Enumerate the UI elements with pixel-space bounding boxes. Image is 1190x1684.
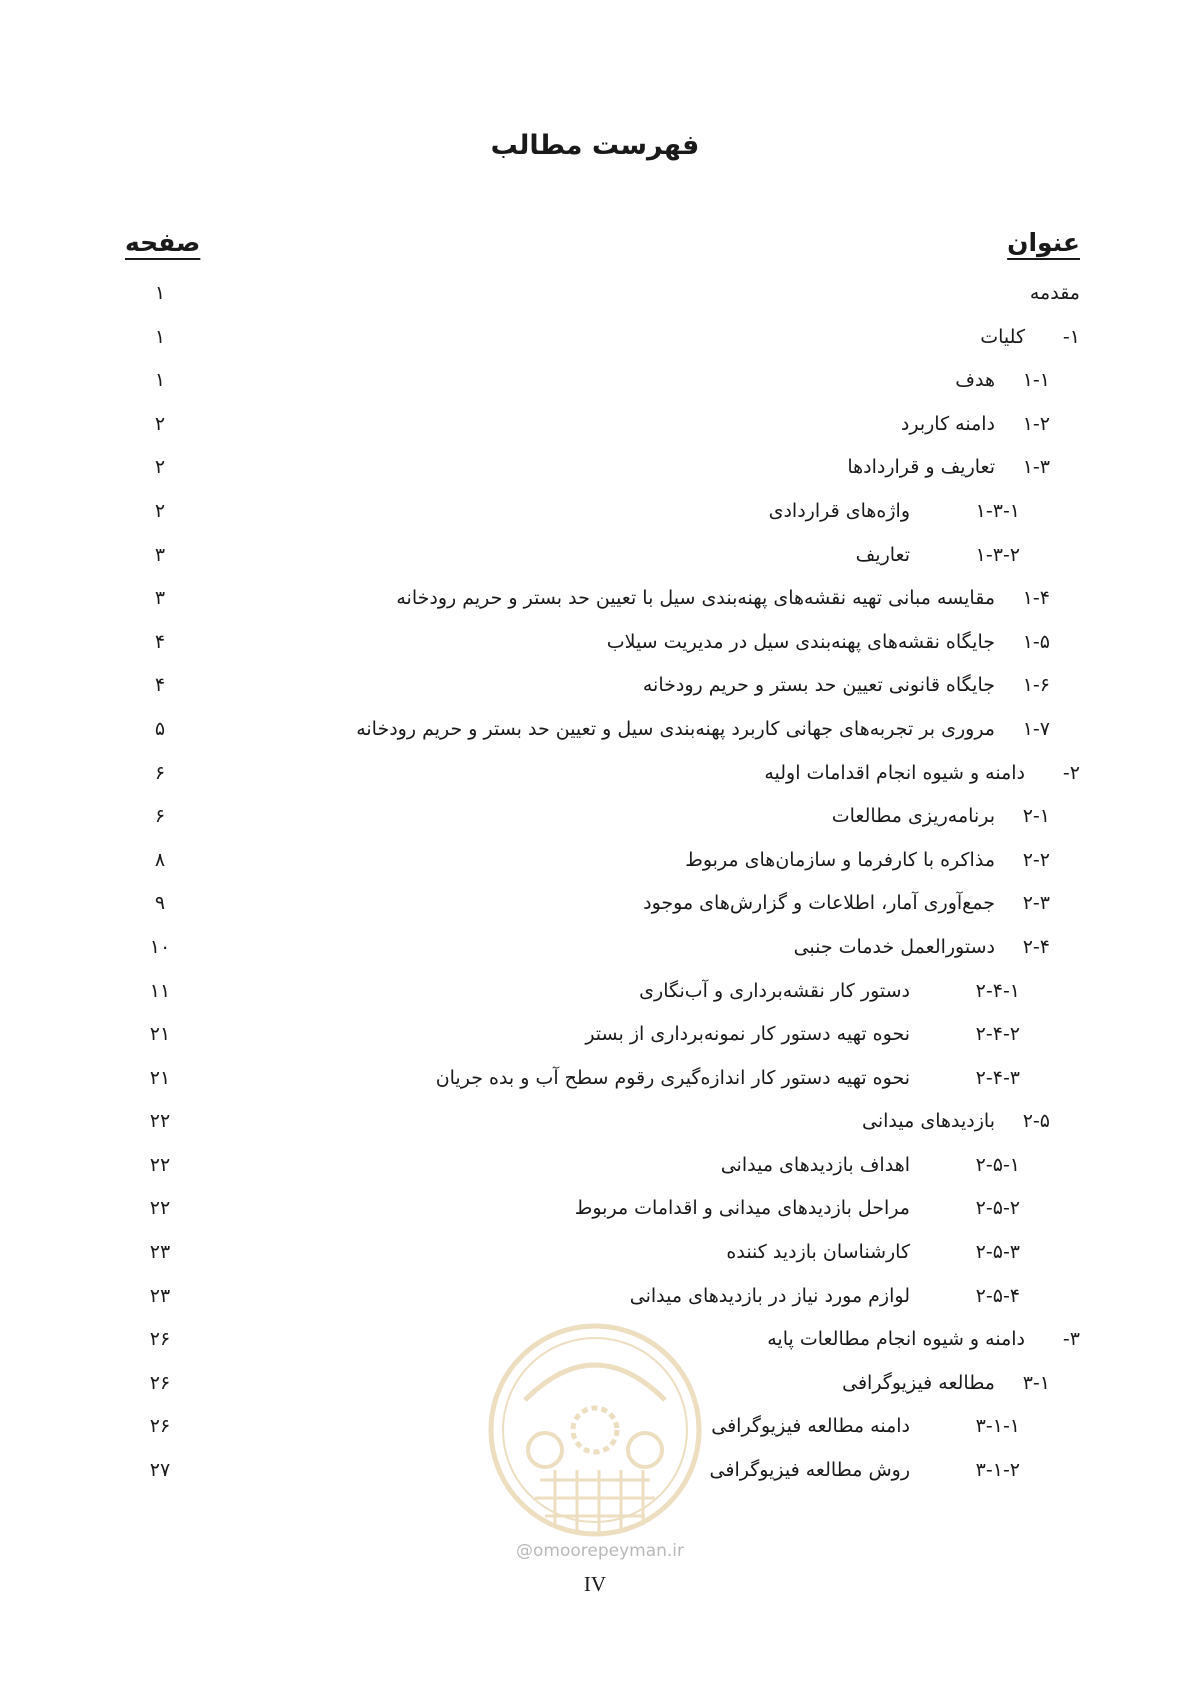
toc-section-number: ۱-۳-۱ [975,499,1020,522]
toc-section-title: مذاکره با کارفرما و سازمان‌های مربوط [685,848,995,871]
toc-row [0,1100,1190,1144]
toc-page-number: ۲۷ [149,1459,171,1482]
title-column-header: عنوان [1007,228,1080,257]
toc-page-number: ۱ [154,282,166,304]
toc-section-number: ۱-۳ [1022,456,1050,479]
toc-row [0,621,1190,665]
table-of-contents [0,272,1190,1493]
toc-section-number: ۲-۴-۳ [975,1066,1020,1089]
toc-section-title: واژه‌های قراردادی [768,499,910,522]
toc-page-number: ۱ [154,369,166,392]
toc-section-number: ۱-۴ [1022,587,1050,610]
toc-section-number: ۱-۱ [1022,369,1050,392]
watermark-seal-icon [485,1320,705,1540]
toc-page-number: ۴ [154,674,166,697]
toc-section-title: دستورالعمل خدمات جنبی [793,935,995,958]
toc-section-number: ۱-۲ [1022,412,1050,435]
toc-section-title: اهداف بازدیدهای میدانی [720,1153,910,1176]
toc-row [0,534,1190,578]
toc-section-title: دامنه مطالعه فیزیوگرافی [711,1415,910,1438]
toc-row [0,490,1190,534]
toc-section-title: هدف [955,369,995,392]
toc-page-number: ۲۲ [149,1153,171,1176]
toc-section-number: ۲-۵-۳ [975,1241,1020,1264]
toc-row [0,1231,1190,1275]
toc-page-number: ۲۶ [149,1328,171,1351]
toc-section-title: مطالعه فیزیوگرافی [842,1371,995,1394]
toc-row [0,795,1190,839]
toc-section-title: دامنه و شیوه انجام اقدامات اولیه [764,761,1025,784]
toc-section-number: ۳-۱-۱ [975,1415,1020,1438]
toc-section-title: برنامه‌ریزی مطالعات [831,805,995,828]
toc-section-title: مراحل بازدیدهای میدانی و اقدامات مربوط [574,1197,910,1220]
toc-row [0,1275,1190,1319]
toc-page-number: ۴ [154,630,166,653]
toc-page-number: ۶ [154,761,166,784]
toc-page-number: ۲۶ [149,1371,171,1394]
toc-page-number: ۲۲ [149,1197,171,1220]
toc-section-title: جایگاه نقشه‌های پهنه‌بندی سیل در مدیریت سیلاب [606,630,995,653]
toc-section-title: روش مطالعه فیزیوگرافی [709,1459,910,1482]
toc-section-number: ۲-۳ [1022,892,1050,915]
toc-section-title: دامنه کاربرد [900,412,995,435]
toc-page-number: ۲ [154,456,166,479]
toc-section-number: ۱-۷ [1022,717,1050,740]
toc-row [0,446,1190,490]
toc-section-title: بازدیدهای میدانی [862,1110,995,1133]
watermark-url: @omoorepeyman.ir [515,1541,685,1561]
toc-section-title: لوازم مورد نیاز در بازدیدهای میدانی [629,1284,910,1307]
toc-section-number: ۱-۶ [1022,674,1050,697]
toc-section-title: جمع‌آوری آمار، اطلاعات و گزارش‌های موجود [643,892,995,915]
toc-section-title: تعاریف و قراردادها [847,456,995,479]
toc-page-number: ۲۳ [149,1241,171,1264]
toc-page-number: ۵ [154,717,166,740]
toc-section-title: دامنه و شیوه انجام مطالعات پایه [767,1328,1025,1351]
toc-section-number: ۱-۳-۲ [975,543,1020,566]
toc-section-title: جایگاه قانونی تعیین حد بستر و حریم رودخانه [642,674,995,697]
toc-row [0,359,1190,403]
page-number: IV [583,1572,607,1596]
toc-section-number: ۲-۴ [1022,935,1050,958]
toc-row [0,403,1190,447]
toc-section-number: ۲-۲ [1022,848,1050,871]
toc-section-title: مقایسه مبانی تهیه نقشه‌های پهنه‌بندی سیل با تعیین حد بستر و حریم رودخانه [396,587,995,610]
toc-section-number: ۳-۱ [1022,1371,1050,1394]
toc-section-title: نحوه تهیه دستور کار اندازه‌گیری رقوم سطح آب و بده جریان [435,1066,910,1089]
toc-row [0,1057,1190,1101]
toc-section-title: کلیات [980,325,1025,348]
toc-page-number: ۲۳ [149,1284,171,1307]
toc-section-title: نحوه تهیه دستور کار نمونه‌برداری از بستر [585,1023,910,1046]
toc-page-number: ۲ [154,412,166,435]
toc-section-title: مروری بر تجربه‌های جهانی کاربرد پهنه‌بندی سیل و تعیین حد بستر و حریم رودخانه [356,717,995,740]
toc-page-number: ۳ [154,543,166,566]
toc-row [0,1144,1190,1188]
toc-section-number: ۳-۱-۲ [975,1459,1020,1482]
toc-row [0,664,1190,708]
toc-page-number: ۲ [154,499,166,522]
toc-row [0,752,1190,796]
toc-page-number: ۲۶ [149,1415,171,1438]
toc-row [0,1013,1190,1057]
toc-row [0,272,1190,316]
toc-section-number: ۳- [1062,1328,1080,1351]
toc-section-number: ۲-۵-۴ [975,1284,1020,1307]
toc-section-number: ۲-۵-۱ [975,1153,1020,1176]
toc-section-number: ۱-۵ [1022,630,1050,653]
toc-row [0,970,1190,1014]
toc-section-title: کارشناسان بازدید کننده [726,1241,910,1264]
toc-section-number: ۲-۴-۱ [975,979,1020,1002]
toc-row [0,1187,1190,1231]
toc-page-number: ۳ [154,587,166,610]
toc-section-number: ۲-۵ [1022,1110,1050,1133]
toc-section-title: دستور کار نقشه‌برداری و آب‌نگاری [639,979,910,1002]
toc-section-number: ۲-۵-۲ [975,1197,1020,1220]
toc-row [0,708,1190,752]
toc-page-number: ۲۱ [149,1023,171,1046]
toc-row [0,882,1190,926]
toc-section-title: مقدمه [1029,282,1080,304]
toc-page-number: ۶ [154,805,166,828]
toc-row [0,839,1190,883]
toc-row [0,577,1190,621]
toc-page-number: ۲۲ [149,1110,171,1133]
toc-row [0,316,1190,360]
toc-page-number: ۲۱ [149,1066,171,1089]
toc-page-number: ۱ [154,325,166,348]
page-title: فهرست مطالب [490,130,700,161]
toc-page-number: ۸ [154,848,166,871]
toc-page-number: ۹ [154,892,166,915]
toc-section-number: ۲-۴-۲ [975,1023,1020,1046]
toc-section-number: ۱- [1062,325,1080,348]
toc-page-number: ۱۱ [149,979,171,1002]
page-column-header: صفحه [125,228,201,257]
toc-section-title: تعاریف [855,543,910,566]
toc-row [0,926,1190,970]
toc-page-number: ۱۰ [149,935,171,958]
toc-section-number: ۲- [1062,761,1080,784]
toc-section-number: ۲-۱ [1022,805,1050,828]
